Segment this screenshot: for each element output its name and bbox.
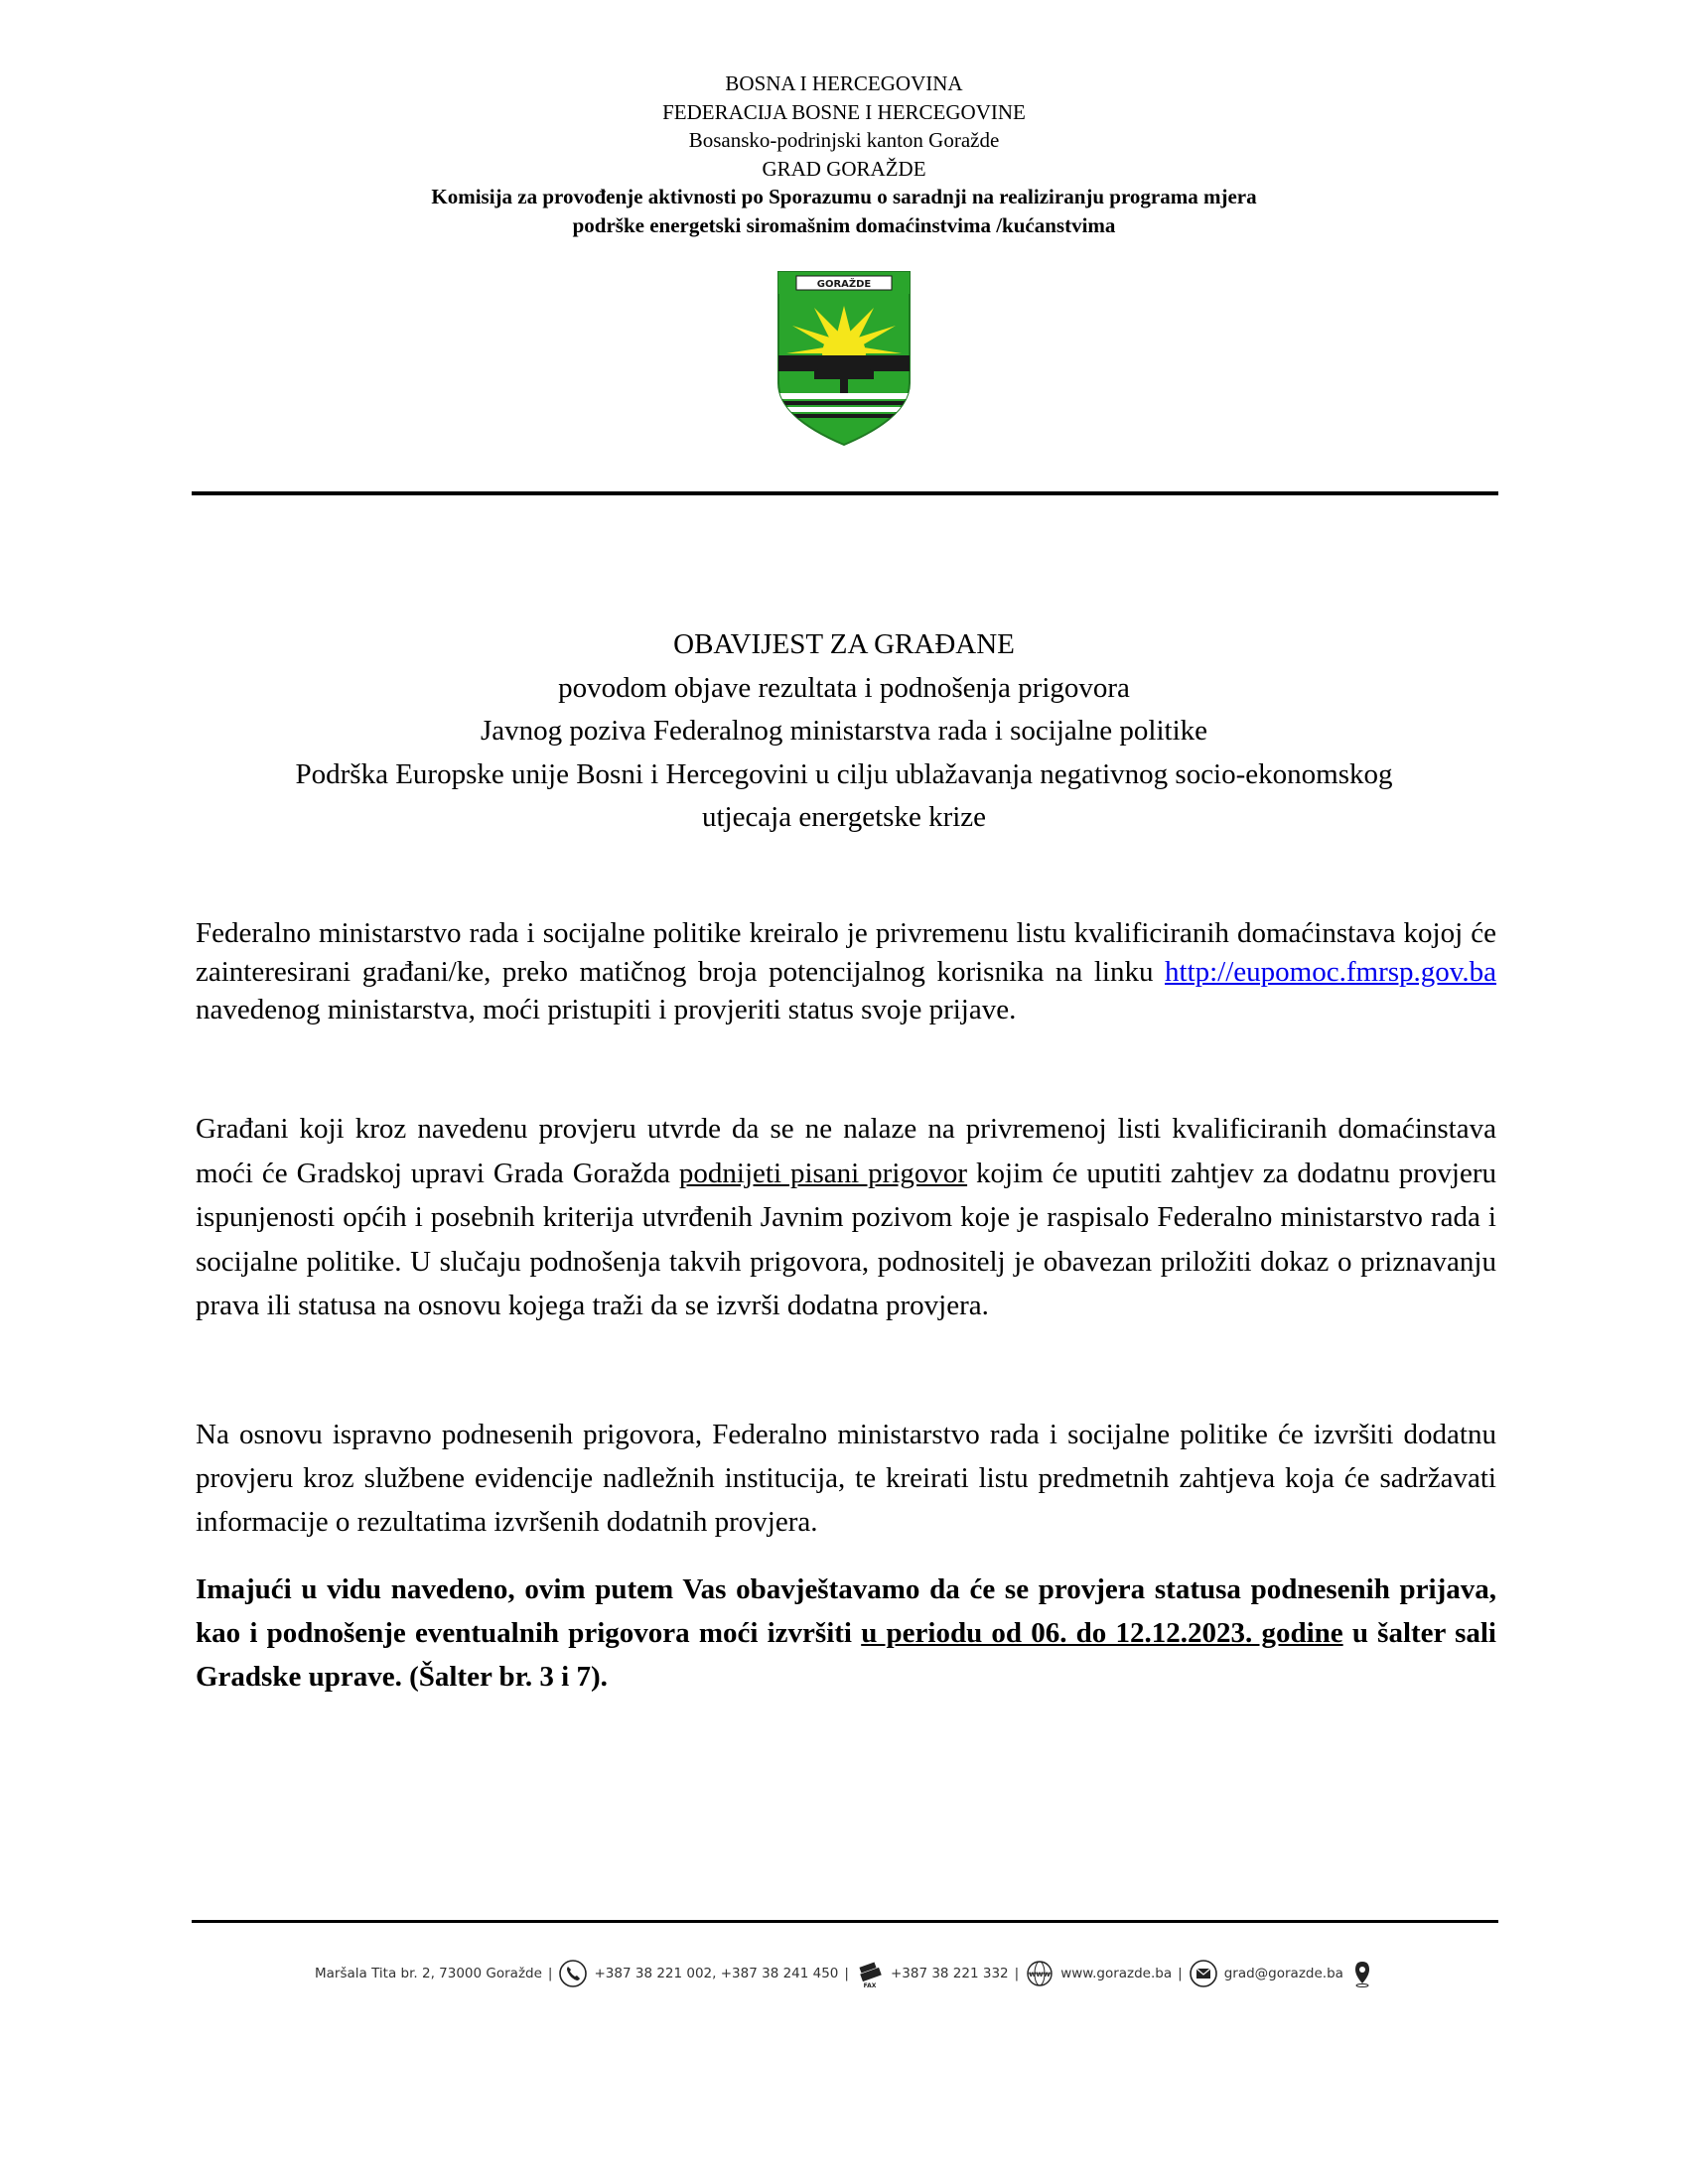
header-commission-line2: podrške energetski siromašnim domaćinstvima /kućanstvima	[572, 213, 1116, 237]
city-crest-logo	[774, 268, 914, 449]
footer-website[interactable]: www.gorazde.ba	[1060, 1966, 1173, 1981]
globe-icon	[1025, 1959, 1055, 1988]
header-canton: Bosansko-podrinjski kanton Goražde	[688, 128, 1000, 152]
footer-email[interactable]: grad@gorazde.ba	[1223, 1966, 1343, 1981]
footer-fax: +387 38 221 332	[890, 1966, 1009, 1981]
email-icon	[1189, 1959, 1218, 1988]
document-footer: Maršala Tita br. 2, 73000 Goražde | +387 38 221 002, +387 38 241 450 | FAX +387 38 221 332 | WWW www.gorazde.ba | grad@gorazde.ba	[315, 1954, 1407, 1993]
notice-subtitle-3: Podrška Europske unije Bosni i Hercegovini u cilju ublažavanja negativnog socio-ekonomskog	[295, 757, 1393, 790]
notice-title: OBAVIJEST ZA GRAĐANE	[673, 628, 1015, 660]
notice-heading	[0, 623, 1688, 840]
location-pin-icon	[1347, 1959, 1377, 1988]
header-federation: FEDERACIJA BOSNE I HERCEGOVINE	[662, 99, 1026, 124]
svg-text:FAX: FAX	[863, 1982, 877, 1988]
paragraph-2: Građani koji kroz navedenu provjeru utvrde da se ne nalaze na privremenoj listi kvalificiranih domaćinstava moći će Gradskoj upravi Grada Goražda podnijeti pisani prigovor kojim će uputiti zahtjev za dodatnu provjeru ispunjenosti općih i posebnih kriterija utvrđenih Javnim pozivom koje je raspisalo Federalno ministarstvo rada i socijalne politike. U slučaju podnošenja takvih prigovora, podnositelj je obavezan priložiti dokaz o priznavanju prava ili statusa na osnovu kojega traži da se izvrši dodatna provjera.	[196, 1113, 1497, 1321]
header-country: BOSNA I HERCEGOVINA	[725, 71, 963, 95]
notice-subtitle-2: Javnog poziva Federalnog ministarstva rada i socijalne politike	[480, 715, 1208, 747]
phone-icon	[558, 1959, 588, 1988]
footer-address: Maršala Tita br. 2, 73000 Goražde	[315, 1966, 542, 1981]
footer-divider	[192, 1920, 1498, 1923]
header-city: GRAD GORAŽDE	[762, 156, 926, 181]
header-commission-line1: Komisija za provođenje aktivnosti po Sporazumu o saradnji na realiziranju programa mjera	[431, 185, 1257, 208]
notice-subtitle-4: utjecaja energetske krize	[701, 801, 987, 833]
crest-label: GORAŽDE	[816, 279, 872, 290]
header-divider	[192, 491, 1498, 495]
paragraph-4-bold: Imajući u vidu navedeno, ovim putem Vas obavještavamo da će se provjera statusa podnesenih prijava, kao i podnošenje eventualnih prigovora moći izvršiti u periodu od 06. do 12.12.2023. godine u šalter sali Gradske uprave. (Šalter br. 3 i 7).	[196, 1573, 1496, 1693]
document-header	[0, 69, 1688, 240]
eupomoc-link[interactable]: http://eupomoc.fmrsp.gov.ba	[1165, 955, 1496, 988]
paragraph-3: Na osnovu ispravno podnesenih prigovora, Federalno ministarstvo rada i socijalne politike će izvršiti dodatnu provjeru kroz službene evidencije nadležnih institucija, te kreirati listu predmetnih zahtjeva koja će sadržavati informacije o rezultatima izvršenih dodatnih provjera.	[196, 1419, 1496, 1538]
footer-phones: +387 38 221 002, +387 38 241 450	[594, 1966, 839, 1981]
paragraph-1: Federalno ministarstvo rada i socijalne politike kreiralo je privremenu listu kvalificiranih domaćinstava kojoj će zainteresirani građani/ke, preko matičnog broja potencijalnog korisnika na linku http://eupomoc.fmrsp.gov.ba navedenog ministarstva, moći pristupiti i provjeriti status svoje prijave.	[196, 917, 1496, 1025]
notice-subtitle-1: povodom objave rezultata i podnošenja prigovora	[558, 671, 1130, 704]
fax-icon	[855, 1959, 885, 1988]
svg-text:WWW: WWW	[1029, 1971, 1051, 1979]
